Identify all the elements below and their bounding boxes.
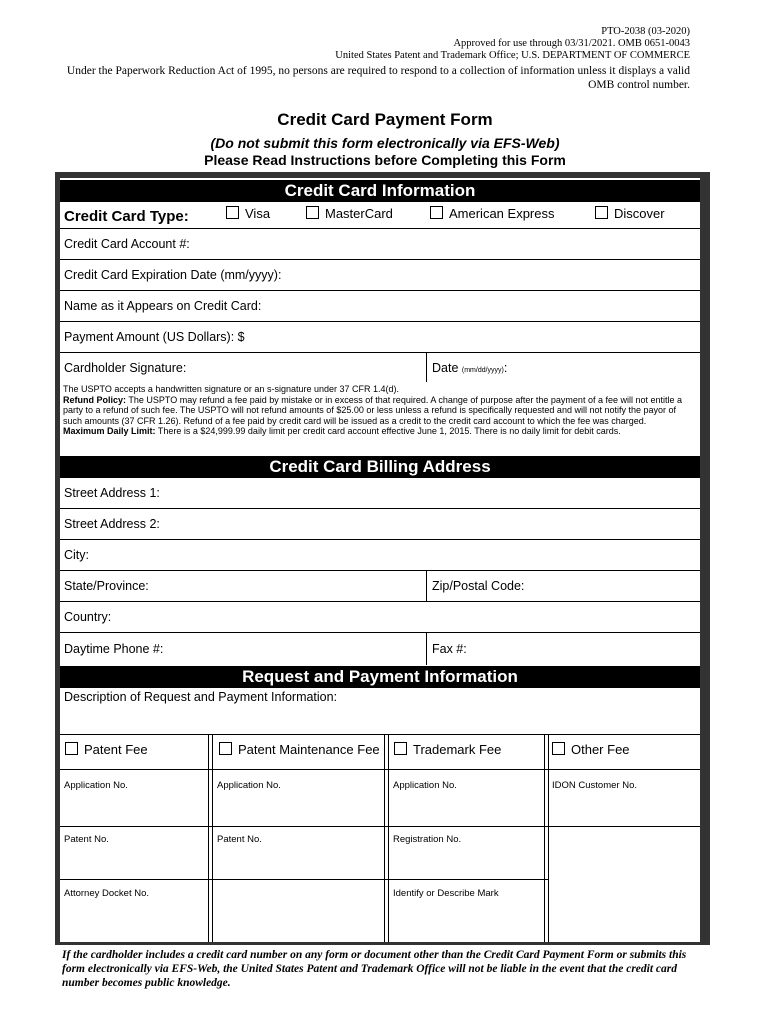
- signature-note: The USPTO accepts a handwritten signature or an s-signature under 37 CFR 1.4(d).: [63, 384, 400, 394]
- phone-fax-row: [60, 633, 700, 665]
- daily-limit-text: There is a $24,999.99 daily limit per credit card account effective June 1, 2015. There is no daily limit for debit cards.: [155, 426, 621, 437]
- col-divider-1b: [212, 734, 213, 942]
- col-divider-3a: [544, 734, 545, 942]
- maintenance-fee-checkbox[interactable]: [219, 742, 232, 755]
- street1-field[interactable]: [60, 478, 700, 509]
- omb-approval: Approved for use through 03/31/2021. OMB 0651-0043: [453, 38, 690, 49]
- agency-line: United States Patent and Trademark Office; U.S. DEPARTMENT OF COMMERCE: [335, 50, 690, 61]
- refund-policy-text: The USPTO may refund a fee paid by mistake or in excess of that required. A change of purpose after the payment of a fee will not entitle a party to a refund of such fee. The USPTO will not refund amounts of $25.00 or less unless a refund is specifically requested and will not notify the payor of such amounts (37 CFR 1.26). Refund of a fee paid by credit card will be issued as a credit to the credit card account to which the fee was charged.: [63, 394, 682, 426]
- col-divider-2a: [384, 734, 385, 942]
- date-colon: :: [503, 361, 508, 375]
- liability-footer: If the cardholder includes a credit card number on any form or document other than the Credit Card Payment Form or submits this form electronically via EFS-Web, the United States Patent and Trademark Office will not be liable in the event that the credit card number becomes public knowledge.: [62, 949, 687, 989]
- payment-amount-field[interactable]: [60, 322, 700, 353]
- signature-label: Cardholder Signature:: [64, 361, 187, 375]
- card-type-label: Credit Card Type:: [64, 208, 189, 225]
- trademark-fee-option[interactable]: [394, 742, 501, 757]
- maintenance-patent-no-field[interactable]: Patent No.: [217, 834, 262, 845]
- country-field[interactable]: [60, 602, 700, 633]
- state-zip-divider: [426, 571, 427, 601]
- payment-amount-label: Payment Amount (US Dollars): $: [64, 330, 245, 344]
- city-label: City:: [64, 548, 89, 562]
- form-instruction: Please Read Instructions before Completing this Form: [204, 152, 566, 168]
- account-number-label: Credit Card Account #:: [64, 237, 190, 251]
- amex-checkbox[interactable]: [430, 206, 443, 219]
- country-label: Country:: [64, 610, 112, 624]
- date-label: Date: [432, 361, 459, 375]
- city-field[interactable]: [60, 540, 700, 571]
- amex-label: American Express: [449, 206, 555, 221]
- street1-label: Street Address 1:: [64, 486, 160, 500]
- idon-customer-no-field[interactable]: IDON Customer No.: [552, 780, 637, 791]
- expiration-label: Credit Card Expiration Date (mm/yyyy):: [64, 268, 282, 282]
- form-number: PTO-2038 (03-2020): [601, 26, 690, 37]
- fax-label[interactable]: Fax #:: [432, 642, 467, 656]
- other-fee-checkbox[interactable]: [552, 742, 565, 755]
- state-label[interactable]: State/Province:: [64, 579, 149, 593]
- payment-form: [60, 178, 700, 942]
- discover-checkbox[interactable]: [595, 206, 608, 219]
- description-field[interactable]: [60, 688, 700, 733]
- phone-fax-divider: [426, 633, 427, 665]
- patent-no-field[interactable]: Patent No.: [64, 834, 109, 845]
- fee-row-line-2: [60, 826, 700, 827]
- description-label: Description of Request and Payment Information:: [64, 690, 338, 704]
- other-fee-label: Other Fee: [571, 742, 630, 757]
- refund-policy: [63, 395, 693, 427]
- col-divider-1a: [208, 734, 209, 942]
- col-divider-2b: [388, 734, 389, 942]
- discover-label: Discover: [614, 206, 665, 221]
- visa-label: Visa: [245, 206, 271, 221]
- maintenance-application-no-field[interactable]: Application No.: [217, 780, 281, 791]
- cardholder-name-field[interactable]: [60, 291, 700, 322]
- registration-no-field[interactable]: Registration No.: [393, 834, 462, 845]
- expiration-field[interactable]: [60, 260, 700, 291]
- daily-limit: [63, 426, 693, 437]
- mastercard-option[interactable]: [306, 206, 393, 221]
- fee-row-line-1: [60, 769, 700, 770]
- section-heading-credit-card: Credit Card Information: [60, 180, 700, 202]
- paperwork-notice: Under the Paperwork Reduction Act of 1995, no persons are required to respond to a collection of information unless it displays a valid OMB control number.: [66, 65, 690, 91]
- street2-field[interactable]: [60, 509, 700, 540]
- describe-mark-field[interactable]: Identify or Describe Mark: [393, 888, 499, 899]
- form-title: Credit Card Payment Form: [277, 110, 493, 129]
- date-field[interactable]: [432, 361, 507, 375]
- date-format: (mm/dd/yyyy): [461, 367, 504, 374]
- patent-fee-checkbox[interactable]: [65, 742, 78, 755]
- other-fee-option[interactable]: [552, 742, 630, 757]
- signature-row: [60, 353, 700, 382]
- discover-option[interactable]: [595, 206, 665, 221]
- visa-option[interactable]: [226, 206, 270, 221]
- attorney-docket-field[interactable]: Attorney Docket No.: [64, 888, 150, 899]
- phone-label[interactable]: Daytime Phone #:: [64, 642, 164, 656]
- trademark-fee-label: Trademark Fee: [413, 742, 502, 757]
- fee-table-top-border: [60, 734, 700, 735]
- fee-row-line-3: [60, 879, 548, 880]
- trademark-fee-checkbox[interactable]: [394, 742, 407, 755]
- visa-checkbox[interactable]: [226, 206, 239, 219]
- policy-notice: [63, 384, 693, 437]
- patent-fee-option[interactable]: [65, 742, 148, 757]
- patent-application-no-field[interactable]: Application No.: [64, 780, 128, 791]
- patent-fee-label: Patent Fee: [84, 742, 148, 757]
- amex-option[interactable]: [430, 206, 554, 221]
- card-type-row: [60, 202, 700, 229]
- trademark-application-no-field[interactable]: Application No.: [393, 780, 457, 791]
- maintenance-fee-option[interactable]: [219, 742, 380, 757]
- daily-limit-title: Maximum Daily Limit:: [63, 426, 156, 437]
- account-number-field[interactable]: [60, 229, 700, 260]
- refund-policy-title: Refund Policy:: [63, 394, 127, 405]
- col-divider-3b: [548, 734, 549, 942]
- mastercard-checkbox[interactable]: [306, 206, 319, 219]
- cardholder-name-label: Name as it Appears on Credit Card:: [64, 299, 262, 313]
- maintenance-fee-label: Patent Maintenance Fee: [238, 742, 380, 757]
- state-zip-row: [60, 571, 700, 602]
- zip-label[interactable]: Zip/Postal Code:: [432, 579, 525, 593]
- section-heading-billing: Credit Card Billing Address: [60, 456, 700, 478]
- signature-divider: [426, 353, 427, 382]
- section-heading-request: Request and Payment Information: [60, 666, 700, 688]
- form-subtitle: (Do not submit this form electronically via EFS-Web): [210, 135, 560, 151]
- street2-label: Street Address 2:: [64, 517, 160, 531]
- mastercard-label: MasterCard: [325, 206, 393, 221]
